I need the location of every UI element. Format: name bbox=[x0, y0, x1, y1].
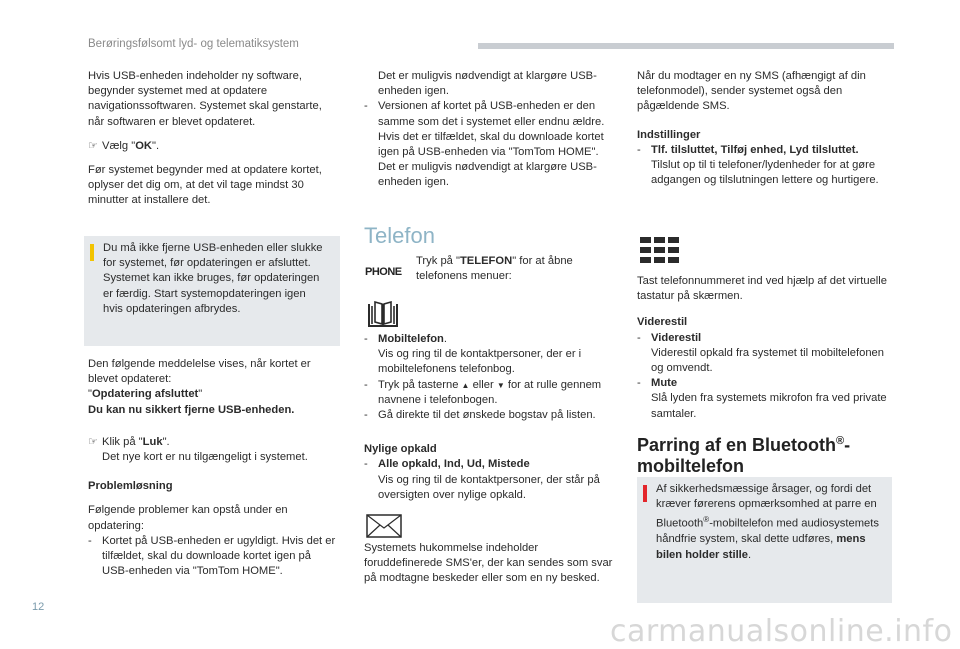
arrow-down-icon: ▼ bbox=[496, 380, 505, 390]
problem-item-2: - Versionen af kortet på USB-enheden er den samme som det i systemet eller endnu ældre. Hvis det er tilfældet, skal du downloade kortet igen på USB-enheden via "TomTom HOME". bbox=[364, 100, 605, 159]
sms-paragraph: Når du modtager en ny SMS (afhængigt af din telefonmodel), sender systemet også den pågældende SMS. bbox=[637, 70, 866, 113]
running-header: Berøringsfølsomt lyd- og telematiksystem bbox=[88, 38, 299, 50]
column-3-lower bbox=[637, 274, 892, 422]
column-1 bbox=[88, 69, 338, 209]
mute-option: - Mute Slå lyden fra systemets mikrofon fra ved private samtaler. bbox=[637, 377, 887, 420]
settings-heading: Indstillinger bbox=[637, 128, 701, 141]
keypad-icon bbox=[640, 237, 680, 268]
problem-2-continued: Det er muligvis nødvendigt at klargøre USB-enheden igen. bbox=[378, 161, 597, 189]
page-number: 12 bbox=[32, 601, 45, 613]
problem-item-1: - Kortet på USB-enheden er ugyldigt. Hvis det er tilfældet, skal du downloade kortet igen på USB-enheden via "TomTom HOME". bbox=[88, 534, 336, 578]
column-2-phone-options bbox=[364, 332, 626, 503]
problem-1-continued: Det er muligvis nødvendigt at klargøre USB-enheden igen. bbox=[378, 70, 597, 98]
header-bar bbox=[478, 43, 894, 49]
info-text: Du må ikke fjerne USB-enheden eller slukke for systemet, før opdateringen er afsluttet. Systemet kan ikke bruges, før opdateringen er færdig. Start systemopdateringen igen hvis opdateringen afbrydes. bbox=[103, 242, 323, 315]
sms-memory-paragraph: Systemets hukommelse indeholder foruddefinerede SMS'er, der kan sendes som svar på modtagne beskeder eller som en ny besked. bbox=[364, 542, 613, 585]
arrow-icon: ☞ bbox=[88, 139, 99, 152]
paragraph-update-intro: Hvis USB-enheden indeholder ny software, begynder systemet med at opdatere navigationssoftwaren. Systemet skal genstarte, når softwaren er blevet opdateret. bbox=[88, 70, 322, 128]
direct-letter-option: - Gå direkte til det ønskede bogstav på listen. bbox=[364, 409, 596, 422]
watermark: carmanualsonline.info bbox=[610, 614, 953, 649]
warning-box bbox=[637, 477, 892, 603]
phone-icon: PHONE bbox=[365, 266, 402, 278]
paragraph-update-time: Før systemet begynder med at opdatere kortet, oplyser det dig om, at det vil tage mindst 30 minutter at installere det. bbox=[88, 164, 322, 207]
section-title-telefon: Telefon bbox=[364, 223, 435, 248]
ok-label: OK bbox=[135, 139, 152, 152]
problems-heading: Problemløsning bbox=[88, 480, 173, 493]
step-click-close: ☞ Klik på "Luk". Det nye kort er nu tilgængeligt i systemet. bbox=[88, 435, 308, 464]
warning-icon bbox=[643, 485, 647, 502]
recent-calls-option: - Alle opkald, Ind, Ud, Mistede Vis og ring til de kontaktpersoner, der står på oversigten over nylige opkald. bbox=[364, 458, 600, 501]
settings-option: - Tlf. tilsluttet, Tilføj enhed, Lyd tilsluttet. Tilslut op til ti telefoner/lydenheder for at gøre adgangen og tilslutningen lettere og hurtigere. bbox=[637, 143, 879, 187]
forward-heading: Viderestil bbox=[637, 316, 688, 329]
info-icon bbox=[90, 244, 94, 261]
envelope-icon bbox=[366, 514, 402, 543]
arrow-icon: ☞ bbox=[88, 435, 99, 448]
paragraph-message-intro: Den følgende meddelelse vises, når kortet er blevet opdateret: bbox=[88, 358, 311, 386]
column-2 bbox=[364, 69, 626, 191]
column-1-lower bbox=[88, 357, 338, 579]
message-line-2: Du kan nu sikkert fjerne USB-enheden. bbox=[88, 403, 295, 416]
column-3 bbox=[637, 69, 892, 188]
mobile-phone-option: - Mobiltelefon. Vis og ring til de kontaktpersoner, der er i mobiltelefonens telefonbog. bbox=[364, 333, 582, 376]
info-box bbox=[84, 236, 340, 346]
recent-calls-heading: Nylige opkald bbox=[364, 443, 437, 456]
problems-intro: Følgende problemer kan opstå under en opdatering: bbox=[88, 504, 288, 532]
step-select-ok: ☞ Vælg "OK". bbox=[88, 139, 338, 154]
message-line-1: "Opdatering afsluttet" bbox=[88, 388, 203, 401]
warning-text: Af sikkerhedsmæssige årsager, og fordi det kræver førerens opmærksomhed at parre en Bluetooth®-mobiltelefon med audiosystemets håndfrie system, skal dette udføres, mens bilen holder stille. bbox=[656, 483, 879, 561]
keypad-paragraph: Tast telefonnummeret ind ved hjælp af det virtuelle tastatur på skærmen. bbox=[637, 275, 887, 303]
arrow-up-icon: ▲ bbox=[461, 380, 470, 390]
scroll-option: - Tryk på tasterne ▲ eller ▼ for at rulle gennem navnene i telefonbogen. bbox=[364, 378, 602, 406]
section-title-bluetooth: Parring af en Bluetooth®- mobiltelefon bbox=[637, 435, 851, 476]
forward-option: - Viderestil Viderestil opkald fra systemet til mobiltelefonen og omvendt. bbox=[637, 331, 884, 375]
phone-intro: Tryk på "TELEFON" for at åbne telefonens menuer: bbox=[416, 255, 573, 283]
phonebook-icon bbox=[366, 298, 400, 335]
